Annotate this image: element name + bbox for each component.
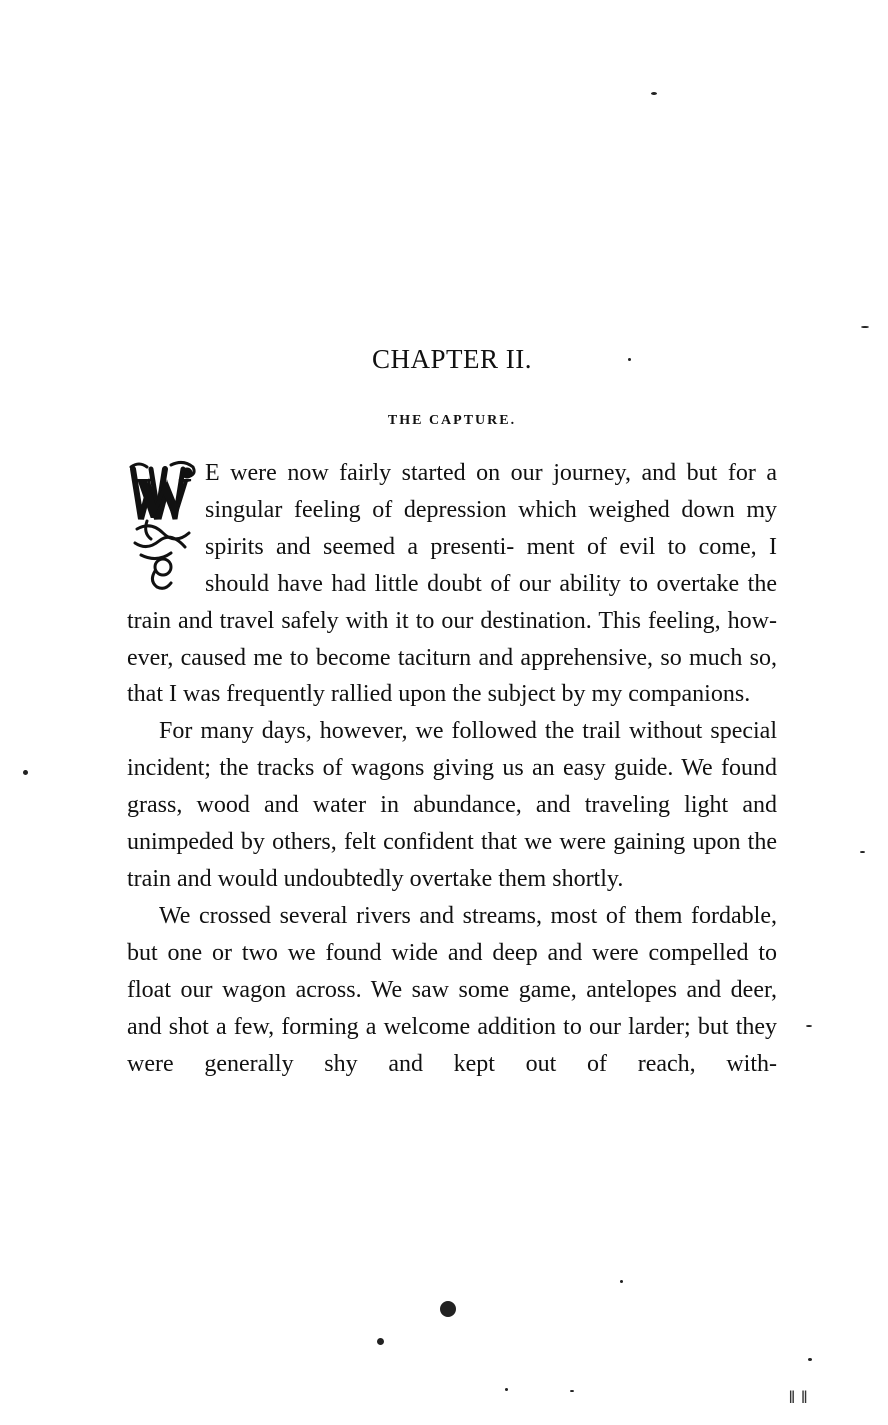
text-line: them fordable, but one or two we found wide and <box>127 902 778 966</box>
paragraph-3 <box>127 898 777 1083</box>
ink-speck <box>620 1280 623 1283</box>
ink-speck <box>628 358 631 361</box>
text-line: in abundance, and traveling light and unimpeded by <box>127 792 778 856</box>
ink-speck <box>23 770 28 775</box>
text-line: without special incident; the tracks of wagons giving <box>127 718 778 782</box>
chapter-title: CHAPTER II. <box>372 344 532 374</box>
ink-speck <box>808 1358 812 1361</box>
ink-speck <box>505 1388 508 1391</box>
text-line: but for a singular feeling of depression which <box>205 460 778 523</box>
paragraph-2 <box>127 713 777 898</box>
chapter-subtitle: THE CAPTURE. <box>387 413 517 428</box>
text-line: train and would undoubtedly overtake them shortly. <box>127 865 624 892</box>
ornamental-w-icon <box>127 459 199 591</box>
drop-cap-ornament <box>127 459 199 591</box>
text-line: We saw some game, antelopes and deer, and shot a <box>127 976 777 1040</box>
text-line: so much so, that I was frequently rallied upon the <box>127 644 777 708</box>
ink-speck <box>377 1338 384 1345</box>
ink-speck <box>806 1025 812 1027</box>
text-line: ment of evil to come, I should have had little <box>205 533 777 597</box>
text-line: For many days, however, we followed the trail <box>159 718 629 745</box>
text-line: safely with it to our destination. This feeling, how- <box>281 607 778 634</box>
page-mark: ‖ ‖ <box>789 1387 809 1407</box>
text-line: E were now fairly started on our journey, and <box>205 460 687 486</box>
text-line: few, forming a welcome addition to our larder; but <box>233 1013 736 1040</box>
text-line: doubt of our ability to overtake the train and travel <box>127 570 777 634</box>
text-line: weighed down my spirits and seemed a presenti- <box>205 496 777 560</box>
text-line: We crossed several rivers and streams, most of <box>159 902 635 929</box>
text-line: they were generally shy and kept out of reach, with- <box>127 1013 778 1077</box>
paragraph-1 <box>127 455 777 713</box>
ink-speck <box>651 92 657 95</box>
text-line: others, felt confident that we were gaining upon the <box>272 829 777 856</box>
text-line: deep and were compelled to float our wagon across. <box>127 939 778 1003</box>
body-text <box>127 455 777 1082</box>
ink-speck <box>570 1390 574 1392</box>
text-line: us an easy guide. We found grass, wood and water <box>127 755 777 819</box>
ink-speck <box>440 1301 456 1317</box>
text-line: ever, caused me to become taciturn and apprehensive, <box>127 644 661 671</box>
ink-speck <box>860 851 865 853</box>
ink-speck <box>861 326 869 328</box>
svg-text:W: W <box>134 465 192 530</box>
text-line: subject by my companions. <box>487 681 751 708</box>
